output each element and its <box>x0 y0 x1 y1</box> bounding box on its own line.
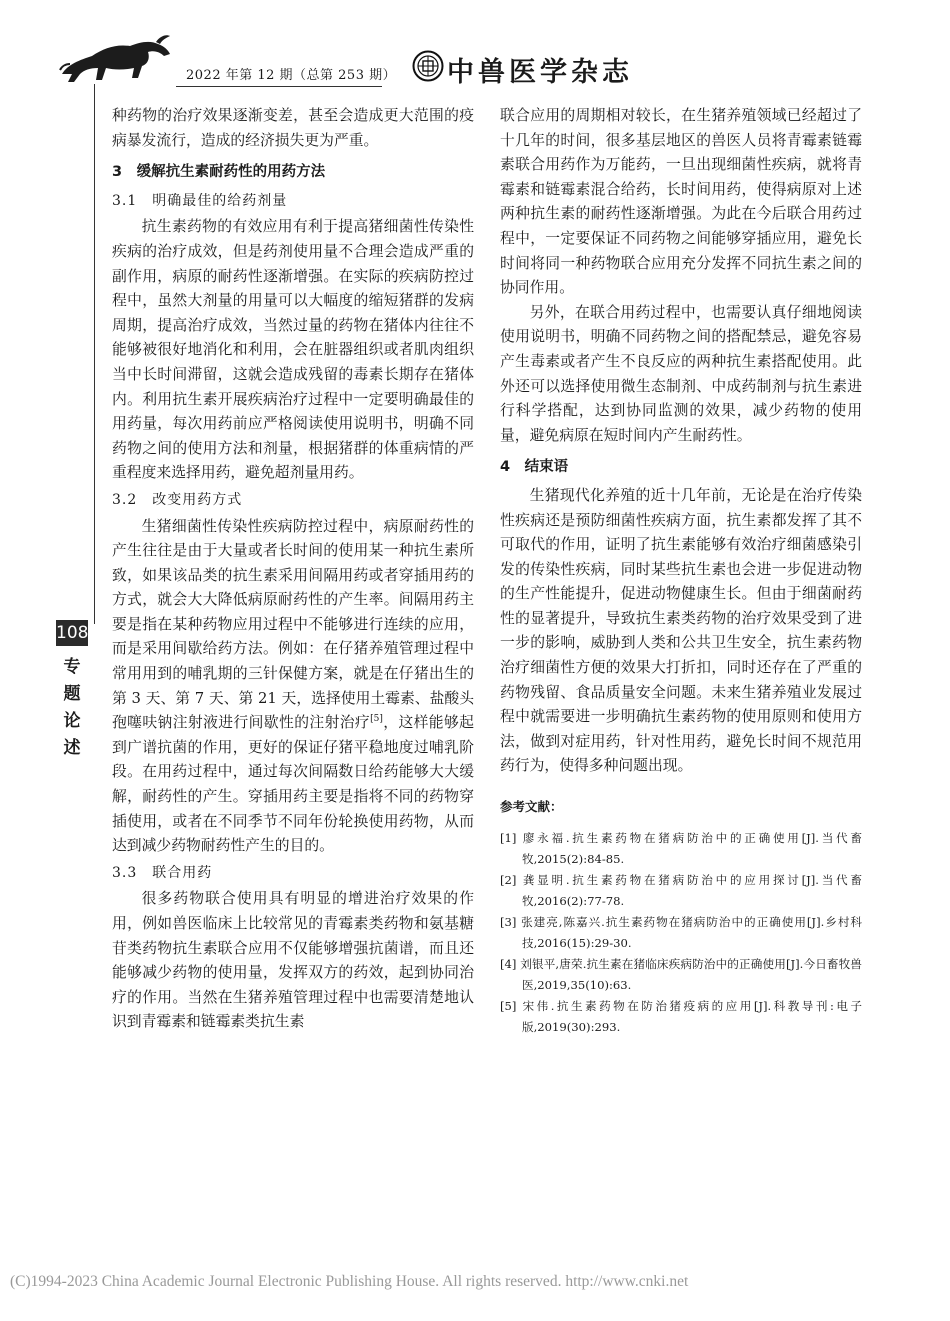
paragraph: 很多药物联合使用具有明显的增进治疗效果的作用，例如兽医临床上比较常见的青霉素类药物和氨基糖苷类药物抗生素联合应用不仅能够增强抗菌谱，而且还能够减少药物的使用量，发挥双方的药效，起到协同治疗的作用。当然在生猪养殖管理过程中也需要清楚地认识到青霉素和链霉素类抗生素 <box>112 890 474 1031</box>
section-tag-char: 论 <box>63 711 81 731</box>
paragraph-text: ，这样能够起到广谱抗菌的作用，更好的保证仔猪平稳地度过哺乳阶段。在用药过程中，通过每次间隔数日给药能够大大缓解，耐药性的产生。穿插用药主要是指将不同的药物穿插使用，或者在不同季节不同年份轮换使用药物，从而达到减少药物耐药性产生的目的。 <box>112 714 474 855</box>
page-number: 108 <box>56 620 88 646</box>
bull-logo-icon <box>58 34 174 84</box>
paragraph-text: 生猪细菌性传染性疾病防控过程中，病原耐药性的产生往往是由于大量或者长时间的使用某一种抗生素所致，如果该品类的抗生素采用间隔用药或者穿插用药的方式，就会大大降低病原耐药性的产生率。间隔用药主要是指在某种药物应用过程中不能够进行连续的应用，而是采用间歇给药方法。例如：在仔猪养殖管理过程中常用用到的哺乳期的三针保健方案，就是在仔猪出生的第 3 天、第 7 天、第 21 天，选择使用土霉素、盐酸头孢噻呋钠注射液进行间歇性的注射治疗 <box>112 517 474 732</box>
subsection-heading: 3.1 明确最佳的给药剂量 <box>112 192 288 209</box>
paragraph: 抗生素药物的有效应用有利于提高猪细菌性传染性疾病的治疗成效，但是药剂使用量不合理会造成严重的副作用，病原的耐药性逐渐增强。在实际的疾病防控过程中，虽然大剂量的用量可以大幅度的缩短猪群的发病周期，提高治疗成效，当然过量的药物在猪体内往往不能够被很好地消化和利用，会在脏器组织或者肌肉组织当中长时间滞留，这就会造成残留的毒素长期存在猪体内。利用抗生素开展疾病治疗过程中一定要明确最佳的用药量，每次用药前应严格阅读使用说明书，明确不同药物之间的使用方法和剂量，根据猪群的体重病情的严重程度来选择用药，避免超剂量用药。 <box>112 218 474 482</box>
journal-emblem-icon <box>412 50 444 82</box>
reference-item: [4] 刘银平,唐荣.抗生素在猪临床疾病防治中的正确使用[J].今日畜牧兽医,2019,35(10):63. <box>500 956 862 992</box>
paragraph: 种药物的治疗效果逐渐变差，甚至会造成更大范围的疫病暴发流行，造成的经济损失更为严重。 <box>112 107 474 149</box>
margin-rule <box>94 84 95 624</box>
section-heading: 3 缓解抗生素耐药性的用药方法 <box>112 164 326 181</box>
section-tag-char: 题 <box>63 684 81 704</box>
references-heading: 参考文献： <box>500 799 563 815</box>
issue-number: 2022 年第 12 期（总第 253 期） <box>186 68 397 83</box>
reference-item: [1] 廖永福.抗生素药物在猪病防治中的正确使用[J].当代畜牧,2015(2):84-85. <box>500 830 862 866</box>
section-heading: 4 结束语 <box>500 459 569 476</box>
subsection-heading: 3.3 联合用药 <box>112 864 213 881</box>
header-divider <box>176 86 382 87</box>
paragraph: 另外，在联合用药过程中，也需要认真仔细地阅读使用说明书，明确不同药物之间的搭配禁忌，避免容易产生毒素或者产生不良反应的两种抗生素搭配使用。此外还可以选择使用微生态制剂、中成药制剂与抗生素进行科学搭配，达到协同监测的效果，减少药物的使用量，避免病原在短时间内产生耐药性。 <box>500 303 862 444</box>
section-tag-char: 专 <box>63 657 81 677</box>
citation-marker: [5] <box>370 714 383 725</box>
section-tag-char: 述 <box>63 738 81 758</box>
copyright-footer: (C)1994-2023 China Academic Journal Electronic Publishing House. All rights reserved. http://www.cnki.net <box>10 1273 689 1290</box>
reference-item: [2] 龚显明.抗生素药物在猪病防治中的应用探讨[J].当代畜牧,2016(2):77-78. <box>500 872 862 908</box>
subsection-heading: 3.2 改变用药方式 <box>112 491 243 508</box>
right-column <box>500 104 862 1038</box>
reference-item: [5] 宋伟.抗生素药物在防治猪疫病的应用[J].科教导刊:电子版,2019(30):293. <box>500 998 862 1034</box>
paragraph <box>112 515 474 859</box>
section-tag <box>60 654 84 762</box>
paragraph: 联合应用的周期相对较长，在生猪养殖领域已经超过了十几年的时间，很多基层地区的兽医人员将青霉素链霉素联合用药作为万能药，一旦出现细菌性疾病，就将青霉素和链霉素混合给药，长时间用药，使得病原对上述两种抗生素的耐药性逐渐增强。为此在今后联合用药过程中，一定要保证不同药物之间能够穿插应用，避免长时间将同一种药物联合应用充分发挥不同抗生素之间的协同作用。 <box>500 107 862 297</box>
paragraph: 生猪现代化养殖的近十几年前，无论是在治疗传染性疾病还是预防细菌性疾病方面，抗生素都发挥了其不可取代的作用，证明了抗生素能够有效治疗细菌感染引发的传染性疾病，同时某些抗生素也会进一步促进动物的生产性能提升，促进动物健康生长。但由于细菌耐药性的显著提升，导致抗生素类药物的治疗效果受到了进一步的影响，威胁到人类和公共卫生安全，抗生素药物治疗细菌性方便的效果大打折扣，同时还存在了严重的药物残留、食品质量安全问题。未来生猪养殖业发展过程中就需要进一步明确抗生素药物的使用原则和使用方法，做到对症用药，针对性用药，避免长时间不规范用药行为，使得多种问题出现。 <box>500 486 862 775</box>
left-column <box>112 104 474 1035</box>
reference-item: [3] 张建亮,陈嘉兴.抗生素药物在猪病防治中的正确使用[J].乡村科技,2016(15):29-30. <box>500 914 862 950</box>
journal-title: 中兽医学杂志 <box>447 57 633 88</box>
